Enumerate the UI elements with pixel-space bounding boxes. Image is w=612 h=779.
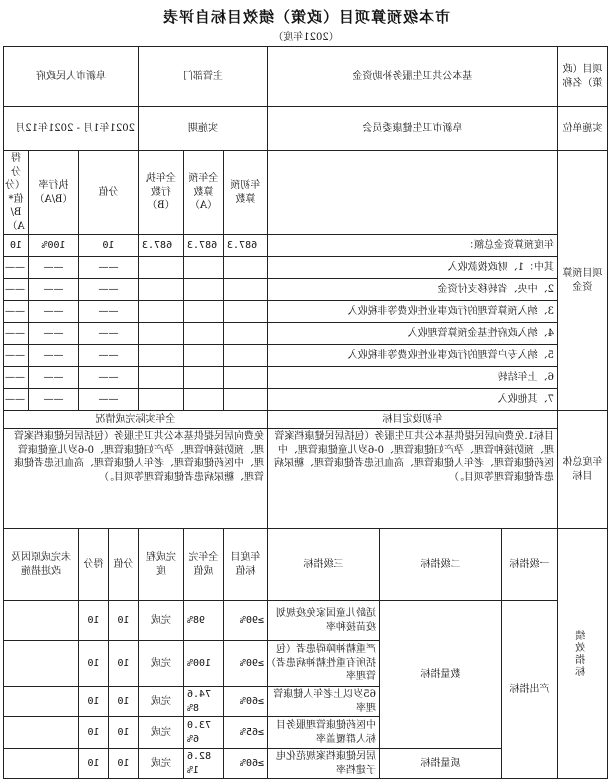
funds-row-label: 其中：1、财政拨款收入 [267, 257, 557, 279]
funds-row-label: 4、纳入政府性基金预算管理收入 [267, 323, 557, 345]
unit-label: 实施单位 [558, 107, 608, 151]
funds-row [3, 257, 607, 279]
funds-cell-score: —— [3, 279, 28, 301]
indicators-section-label: 绩效指标 [558, 529, 608, 779]
indicators-header-level3: 三级指标 [267, 529, 379, 601]
project-name-row [3, 47, 607, 107]
funds-cell-rate: —— [28, 345, 78, 367]
funds-header-3: 分值 [78, 151, 138, 235]
year-subtitle: （2021年度） [273, 32, 339, 43]
indicators-header-score-value: 分值 [108, 529, 138, 601]
indicator-target: ≥90% [223, 601, 267, 641]
funds-header-4: 执行率（B/A） [28, 151, 78, 235]
funds-row-label: 年度预算资金总额： [267, 235, 557, 257]
indicators-header-level1: 一级指标 [502, 529, 558, 601]
indicator-level1-output: 产出指标 [502, 601, 558, 779]
funds-cell-score: —— [3, 367, 28, 389]
indicator-degree: 完成 [138, 717, 183, 749]
indicator-score-value: 10 [108, 749, 138, 779]
funds-row [3, 235, 607, 257]
indicator-reason [3, 641, 78, 687]
indicator-reason [3, 749, 78, 779]
indicator-actual: 100% [183, 641, 223, 687]
indicator-degree: 完成 [138, 601, 183, 641]
funds-cell-score-value: —— [78, 257, 138, 279]
funds-cell-score-value: —— [78, 279, 138, 301]
indicator-target: ≥60% [223, 687, 267, 717]
funds-cell-score-value: —— [78, 367, 138, 389]
indicator-score-value: 10 [108, 641, 138, 687]
funds-cell-executed [138, 279, 183, 301]
project-name-value: 基本公共卫生服务补助资金 [267, 47, 557, 107]
funds-header-5: 得分（分值*B/A） [3, 151, 28, 235]
goals-section-label: 年度总体目标 [558, 411, 608, 529]
funds-row-label: 6、上年结转 [267, 367, 557, 389]
funds-cell-initial [223, 367, 267, 389]
funds-cell-rate: —— [28, 367, 78, 389]
funds-section-label: 项目预算资金 [558, 151, 608, 411]
indicators-header-level2: 二级指标 [380, 529, 502, 601]
indicator-score: 10 [78, 641, 108, 687]
funds-row [3, 301, 607, 323]
funds-cell-score: —— [3, 389, 28, 411]
dept-value: 阜新市人民政府 [3, 47, 138, 107]
funds-header-1: 全年预算数（A） [183, 151, 223, 235]
funds-row [3, 279, 607, 301]
goals-plan-text: 目标1.免费向居民提供基本公共卫生服务（包括居民健康档案管理、预防接种管理、孕产妇健康管理、0-6岁儿童健康管理、中医药健康管理、老年人健康管理、高血压患者健康管理、糖尿病患者健康管理等项目。） [267, 429, 557, 529]
indicator-level2-quantity: 数量指标 [380, 601, 502, 749]
indicators-header-reason: 未完成原因及改进措施 [3, 529, 78, 601]
funds-header-2: 全年执行数（B） [138, 151, 183, 235]
goals-header-row [3, 411, 607, 429]
funds-cell-rate: —— [28, 389, 78, 411]
funds-cell-budget [183, 257, 223, 279]
indicator-name: 65岁以上老年人健康管理率 [267, 687, 379, 717]
period-label: 实施期 [138, 107, 267, 151]
indicator-actual: 98% [183, 601, 223, 641]
funds-row-label: 2、中央、省转移支付资金 [267, 279, 557, 301]
indicator-degree: 完成 [138, 749, 183, 779]
funds-cell-budget [183, 323, 223, 345]
indicator-actual: 74.68% [183, 687, 223, 717]
funds-header-row [3, 151, 607, 235]
funds-cell-rate: —— [28, 323, 78, 345]
funds-cell-initial [223, 323, 267, 345]
funds-row [3, 367, 607, 389]
indicator-target: ≥90% [223, 641, 267, 687]
funds-cell-score-value: —— [78, 389, 138, 411]
funds-row-label: 7、其他收入 [267, 389, 557, 411]
indicators-header-degree: 完成程度 [138, 529, 183, 601]
page-title: 市本级预算项目（政策）绩效目标自评表 [162, 8, 451, 26]
indicator-score-value: 10 [108, 717, 138, 749]
funds-cell-executed [138, 301, 183, 323]
funds-cell-initial [223, 257, 267, 279]
funds-cell-budget [183, 301, 223, 323]
goals-text-row [3, 429, 607, 529]
indicator-reason [3, 687, 78, 717]
indicator-name: 居民健康档案规范化电子建档率 [267, 749, 379, 779]
indicators-header-score: 得分 [78, 529, 108, 601]
funds-cell-executed [138, 345, 183, 367]
evaluation-table [3, 46, 608, 779]
funds-header-0: 年初预算数 [223, 151, 267, 235]
indicator-level2-quality: 质量指标 [380, 749, 502, 779]
funds-cell-rate: 100% [28, 235, 78, 257]
goals-actual-header: 全年实际完成情况 [3, 411, 267, 429]
funds-cell-initial [223, 301, 267, 323]
funds-row [3, 345, 607, 367]
funds-cell-initial [223, 279, 267, 301]
indicators-header-target: 年度目标值 [223, 529, 267, 601]
funds-cell-executed [138, 323, 183, 345]
funds-cell-rate: —— [28, 301, 78, 323]
indicator-name: 严重精神障碍患者（包括所有重性精神病患者）管理率 [267, 641, 379, 687]
funds-cell-budget [183, 367, 223, 389]
funds-row-label: 3、纳入预算管理的行政事业性收费等非税收入 [267, 301, 557, 323]
indicator-degree: 完成 [138, 687, 183, 717]
funds-cell-executed [138, 367, 183, 389]
indicator-reason [3, 601, 78, 641]
period-value: 2021年1月 - 2021年12月 [3, 107, 138, 151]
indicator-actual: 73.06% [183, 717, 223, 749]
indicator-target: ≥60% [223, 749, 267, 779]
funds-cell-score-value: —— [78, 345, 138, 367]
indicator-degree: 完成 [138, 641, 183, 687]
funds-row-label: 5、纳入专户管理的行政事业性收费等非税收入 [267, 345, 557, 367]
indicator-score: 10 [78, 749, 108, 779]
indicator-score: 10 [78, 687, 108, 717]
funds-cell-executed [138, 257, 183, 279]
indicator-actual: 82.61% [183, 749, 223, 779]
funds-row [3, 323, 607, 345]
indicator-reason [3, 717, 78, 749]
funds-cell-executed: 687.3 [138, 235, 183, 257]
funds-cell-score: 10 [3, 235, 28, 257]
funds-cell-score: —— [3, 257, 28, 279]
funds-cell-budget: 687.3 [183, 235, 223, 257]
funds-cell-rate: —— [28, 257, 78, 279]
funds-cell-initial [223, 345, 267, 367]
funds-cell-score-value: 10 [78, 235, 138, 257]
project-name-label: 项目（政策）名称 [558, 47, 608, 107]
funds-row [3, 389, 607, 411]
unit-value: 阜新市卫生健康委员会 [267, 107, 557, 151]
funds-cell-budget [183, 345, 223, 367]
indicator-score-value: 10 [108, 601, 138, 641]
funds-cell-initial: 687.3 [223, 235, 267, 257]
indicator-name: 中医药健康管理服务目标人群覆盖率 [267, 717, 379, 749]
indicator-score: 10 [78, 717, 108, 749]
funds-cell-score-value: —— [78, 301, 138, 323]
goals-plan-header: 年初设定目标 [267, 411, 557, 429]
funds-cell-executed [138, 389, 183, 411]
indicators-header-row [3, 529, 607, 601]
funds-cell-initial [223, 389, 267, 411]
unit-row [3, 107, 607, 151]
funds-cell-score-value: —— [78, 323, 138, 345]
funds-cell-score: —— [3, 323, 28, 345]
funds-cell-budget [183, 389, 223, 411]
funds-cell-score: —— [3, 301, 28, 323]
funds-blank-header [267, 151, 557, 235]
indicator-score: 10 [78, 601, 108, 641]
dept-label: 主管部门 [138, 47, 267, 107]
indicator-target: ≥65% [223, 717, 267, 749]
indicator-row [3, 601, 607, 641]
indicator-name: 适龄儿童国家免疫规划疫苗接种率 [267, 601, 379, 641]
funds-cell-rate: —— [28, 279, 78, 301]
indicator-score-value: 10 [108, 687, 138, 717]
funds-cell-score: —— [3, 345, 28, 367]
goals-actual-text: 免费向居民提供基本公共卫生服务（包括居民健康档案管理、预防接种管理、孕产妇健康管理、0-6岁儿童健康管理、中医药健康管理、老年人健康管理、高血压患者健康管理、糖尿病患者健康管理等项目。） [3, 429, 267, 529]
indicators-header-actual: 全年完成值 [183, 529, 223, 601]
funds-cell-budget [183, 279, 223, 301]
